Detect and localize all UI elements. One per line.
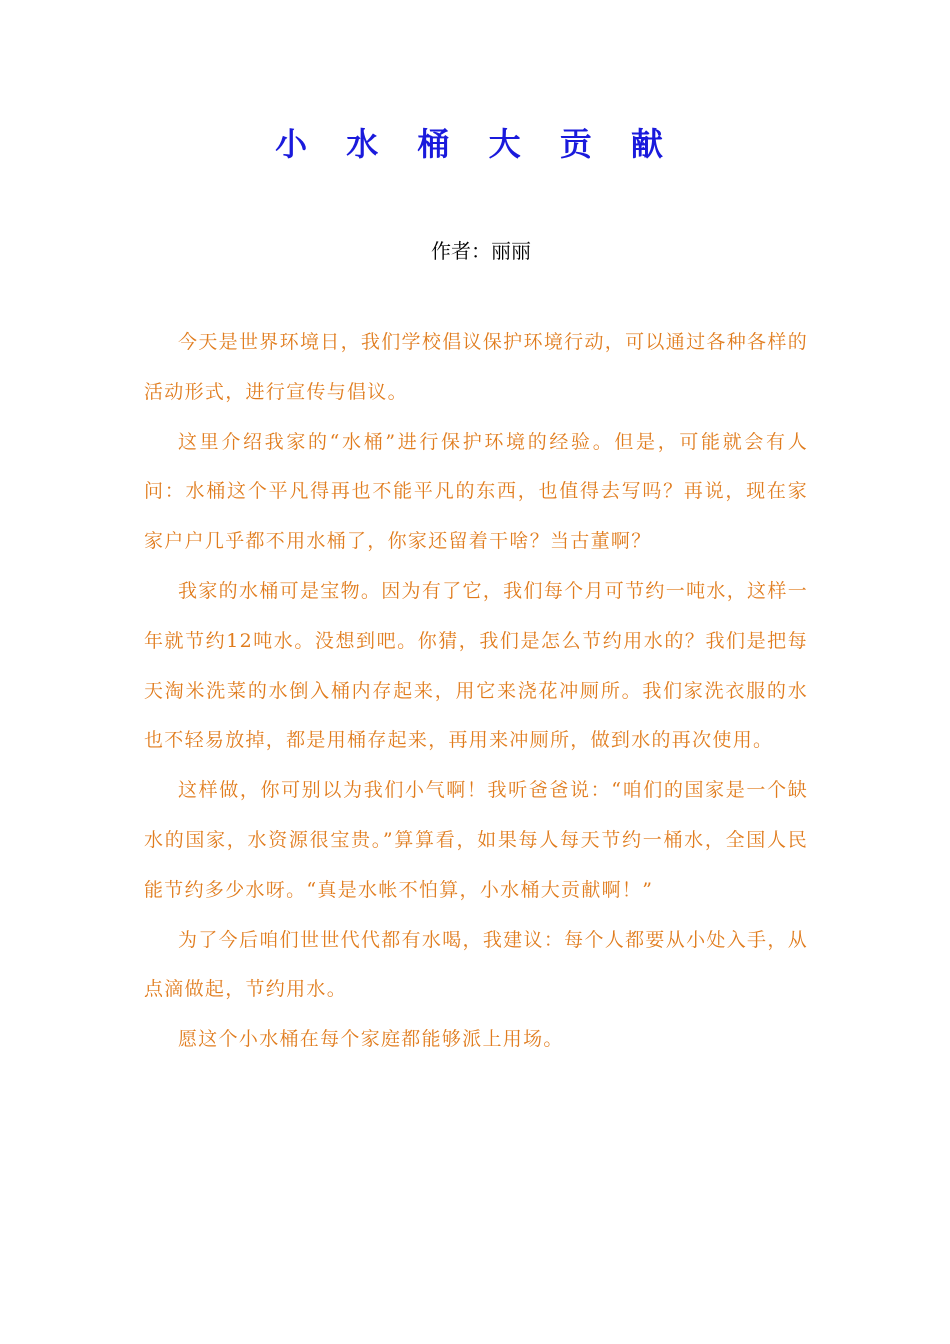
author-label: 作者： <box>431 239 491 263</box>
paragraph: 为了今后咱们世世代代都有水喝，我建议：每个人都要从小处入手，从点滴做起，节约用水。 <box>144 928 808 1001</box>
paragraph: 愿这个小水桶在每个家庭都能够派上用场。 <box>178 1028 564 1051</box>
author-line <box>0 234 950 268</box>
document-title: 小 水 桶 大 贡 献 <box>275 125 677 163</box>
paragraph: 这样做，你可别以为我们小气啊！我听爸爸说：“咱们的国家是一个缺水的国家，水资源很宝贵。”算算看，如果每人每天节约一桶水，全国人民能节约多少水呀。“真是水帐不怕算，小水桶大贡献啊！” <box>144 779 808 901</box>
paragraph: 这里介绍我家的“水桶”进行保护环境的经验。但是，可能就会有人问：水桶这个平凡得再也不能平凡的东西，也值得去写吗？再说，现在家家户户几乎都不用水桶了，你家还留着干啥？当古董啊？ <box>144 430 808 553</box>
paragraph: 我家的水桶可是宝物。因为有了它，我们每个月可节约一吨水，这样一年就节约12吨水。没想到吧。你猜，我们是怎么节约用水的？我们是把每天淘米洗菜的水倒入桶内存起来，用它来浇花冲厕所。我们家洗衣服的水也不轻易放掉，都是用桶存起来，再用来冲厕所，做到水的再次使用。 <box>144 579 808 752</box>
paragraph: 今天是世界环境日，我们学校倡议保护环境行动，可以通过各种各样的活动形式，进行宣传与倡议。 <box>144 331 808 403</box>
document-body <box>144 318 808 1065</box>
author-name: 丽丽 <box>491 239 531 263</box>
